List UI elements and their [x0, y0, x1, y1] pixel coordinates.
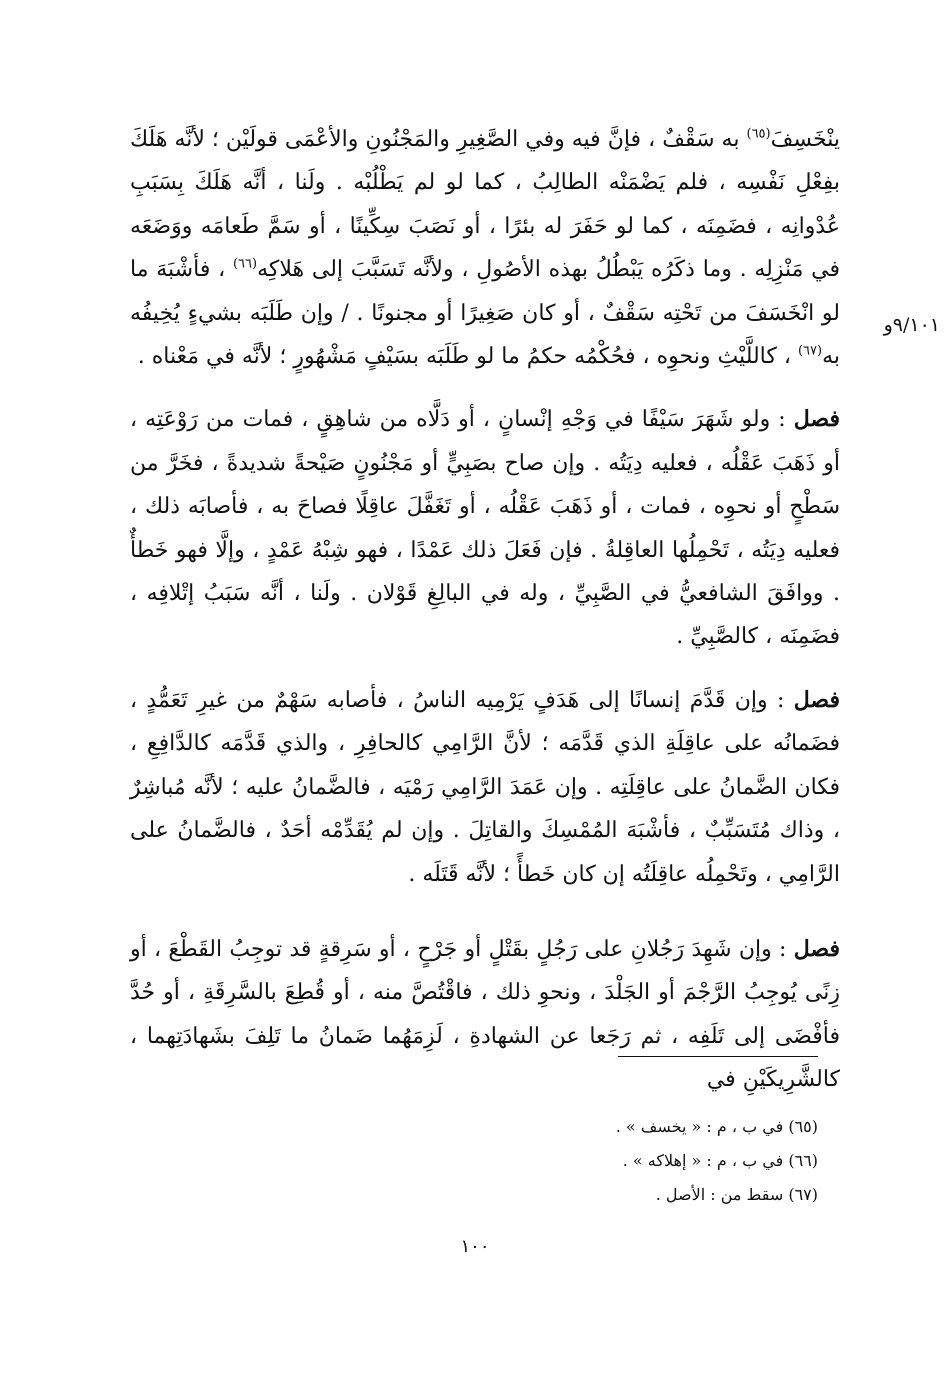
page-number: ١٠٠ [460, 1236, 490, 1257]
section-heading: فصل [793, 686, 840, 713]
paragraph-3 [130, 679, 840, 896]
text-run: : وإن شَهِدَ رَجُلانِ على رَجُلٍ بقَتْلٍ أو جَرْحٍ ، أو سَرِقةٍ قد توجِبُ القَطْعَ ، أو زِنًى يُوجِبُ الرَّجْمَ أو الجَلْدَ ، ونحوِ ذلك ، فاقْتُصَّ منه ، أو قُطِعَ بالسَّرِقَةِ ، أو حُدَّ فأفْضَى إلى تَلَفِه ، ثم رَجَعا عن الشهادةِ ، لَزِمَهُما ضَمانُ ما تَلِفَ بشَهادَتِهما ، كالشَّرِيكَيْنِ في [130, 936, 840, 1093]
footnote-67: (٦٧) سقط من : الأصل . [655, 1185, 818, 1204]
text-run: : وإن قَدَّمَ إنسانًا إلى هَدَفٍ يَرْمِيه الناسُ ، فأصابه سَهْمٌ من غيرِ تَعَمُّدٍ ، فضَمانُه على عاقِلَةِ الذي قَدَّمَه ؛ لأنَّ الرَّامِي كالحافِرِ ، والذي قَدَّمَه كالدَّافِعِ ، فكان الضَّمانُ على عاقِلَتِه . وإن عَمَدَ الرَّامِي رَمْيَه ، فالضَّمانُ عليه ؛ لأنَّه مُباشِرٌ ، وذاك مُتَسَبِّبٌ ، فأشْبَهَ المُمْسِكَ والقاتِلَ . وإن لم يُقَدِّمْه أحَدٌ ، فالضَّمانُ على الرَّامِي ، وتَحْمِلُه عاقِلَتُه إن كان خَطأً ؛ لأنَّه قَتَلَه . [130, 687, 840, 887]
paragraph-2 [130, 398, 840, 658]
paragraph-4 [130, 928, 840, 1102]
footnote-ref-65: (٦٥) [746, 126, 771, 142]
section-heading: فصل [793, 406, 840, 433]
footnote-65: (٦٥) في ب ، م : « يخسف » . [615, 1117, 818, 1136]
text-run: به سَقْفٌ ، فإنَّ فيه وفي الصَّغِيرِ والمَجْنُونِ والأعْمَى قولَيْن ؛ لأنَّه هَلَكَ بفِعْلِ نَفْسِه ، فلم يَضْمَنْه الطالِبُ ، كما لو لم يَطْلُبْه . ولَنا ، أنَّه هَلَكَ بِسَبَبِ عُدْوانِه ، فضَمِنَه ، كما لو حَفَرَ له بئرًا ، أو نَصَبَ سِكِّينًا ، أو سَمَّ طَعامَه ووَضَعَه في مَنْزِلِه . وما ذكَرُه يَبْطُلُ بهذه الأصُولِ ، ولأنَّه تَسَبَّبَ إلى هَلاكِه [130, 127, 841, 283]
footnote-separator [618, 1056, 818, 1057]
text-run: ينْخَسِفَ [770, 127, 840, 152]
footnotes [138, 1110, 818, 1212]
margin-folio-note: ٩/١٠١و [883, 314, 940, 336]
paragraph-1 [130, 118, 840, 378]
text-run: ، كاللَّيْثِ ونحوِه ، فحُكْمُه حكمُ ما لو طَلَبَه بسَيْفٍ مَشْهُورٍ ؛ لأنَّه في مَعْناه . [137, 344, 798, 370]
text-run: ، فأشْبَهَ ما لو انْخَسَفَ من تَحْتِه سَقْفٌ ، أو كان صَغِيرًا أو مجنونًا . / وإن طَلَبَه بشيءٍ يُخِيفُه به [130, 257, 840, 370]
text-run: : ولو شَهَرَ سَيْفًا في وَجْهِ إنْسانٍ ، أو دَلَّاه من شاهِقٍ ، فمات من رَوْعَتِه ، أو ذَهَبَ عَقْلُه ، فعليه دِيَتُه . وإن صاح بصَبِيٍّ أو مَجْنُونٍ صَيْحةً شديدةً ، فخَرَّ من سَطْحٍ أو نحوِه ، فمات ، أو ذَهَبَ عَقْلُه ، أو تَغَفَّلَ عاقِلًا فصاحَ به ، فأصابَه ذلك ، فعليه دِيَتُه ، تَحْمِلُها العاقِلةُ . فإن فَعَلَ ذلك عَمْدًا ، فهو شِبْهُ عَمْدٍ ، وإلَّا فهو خَطأٌ . ووافَقَ الشافعيُّ في الصَّبِيِّ ، وله في البالِغِ قَوْلان . ولَنا ، أنَّه سَبَبُ إتْلافِه ، فضَمِنَه ، كالصَّبِيِّ . [130, 407, 840, 650]
footnote-66: (٦٦) في ب ، م : « إهلاكه » . [622, 1151, 818, 1170]
section-heading: فصل [793, 935, 840, 962]
footnote-ref-66: (٦٦) [232, 256, 258, 272]
main-text [130, 118, 840, 1102]
footnote-ref-67: (٦٧) [797, 343, 823, 359]
